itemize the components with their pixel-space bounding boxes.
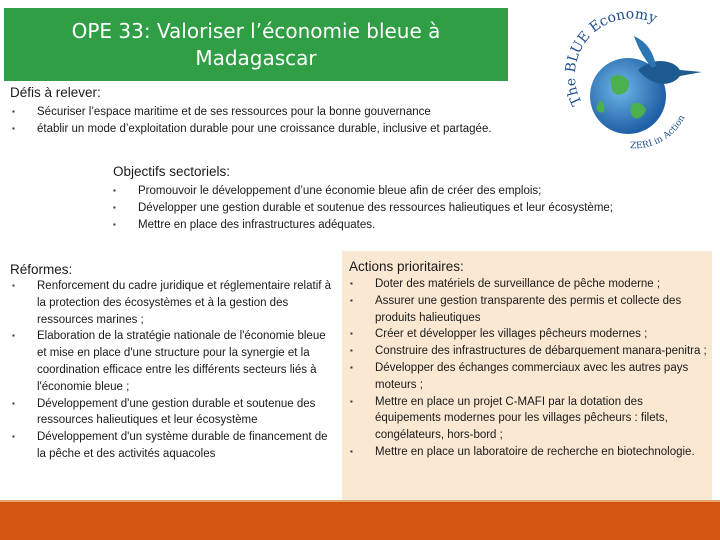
list-item: ▪ Développer une gestion durable et soutenue des ressources halieutiques et leur écosystème; [111, 200, 691, 217]
title-banner [4, 8, 508, 81]
objectifs-list [111, 183, 691, 233]
list-item: ▪ Développement d'un système durable de financement de la pêche et des activités aquacoles [12, 431, 328, 460]
list-item: ▪ Renforcement du cadre juridique et réglementaire relatif à la protection des écosystèmes et à la gestion des ressources marines ; [12, 280, 332, 326]
objectifs-heading: Objectifs sectoriels: [113, 164, 231, 179]
bullet-icon: ▪ [12, 432, 15, 442]
bullet-icon: ▪ [113, 202, 116, 212]
page-title: OPE 33: Valoriser l’économie bleue à Madagascar [71, 18, 441, 70]
list-item: ▪ Créer et développer les villages pêcheurs modernes ; [348, 326, 710, 343]
footer-bar [0, 502, 720, 540]
bullet-icon: ▪ [350, 279, 353, 288]
actions-list [348, 276, 710, 461]
list-item: ▪ Mettre en place un projet C-MAFI par la dotation des équipements modernes pour les villages pêcheurs : filets, congélateurs, hors-bord ; [350, 395, 668, 442]
bullet-icon: ▪ [12, 107, 15, 116]
bullet-icon: ▪ [350, 396, 353, 406]
defis-list [10, 104, 510, 138]
list-item: ▪ Sécuriser l’espace maritime et de ses ressources pour la bonne gouvernance [10, 104, 510, 121]
actions-heading: Actions prioritaires: [349, 259, 464, 274]
list-item: ▪ Promouvoir le développement d’une économie bleue afin de créer des emplois; [111, 183, 691, 200]
list-item: ▪ Construire des infrastructures de débarquement manara-penitra ; [348, 343, 710, 360]
bullet-icon: ▪ [113, 186, 116, 195]
bullet-icon: ▪ [12, 331, 15, 341]
bullet-icon: ▪ [350, 329, 353, 339]
list-item: ▪ établir un mode d’exploitation durable pour une croissance durable, inclusive et partagée. [10, 121, 510, 138]
list-item: ▪ Elaboration de la stratégie nationale de l'économie bleue et mise en place d'une structure pour la synergie et la coordination efficace entre les différents secteurs liés à l'économie bleue ; [12, 330, 326, 393]
bullet-icon: ▪ [350, 446, 353, 456]
bullet-icon: ▪ [12, 398, 15, 408]
list-item: ▪ Assurer une gestion transparente des permis et collecte des produits halieutiques [350, 294, 682, 324]
list-item: ▪ Développer des échanges commerciaux avec les autres pays moteurs ; [350, 361, 689, 391]
bullet-icon: ▪ [350, 362, 353, 372]
reformes-heading: Réformes: [10, 262, 73, 277]
bullet-icon: ▪ [350, 295, 353, 305]
bullet-icon: ▪ [12, 281, 15, 290]
list-item: ▪ Mettre en place des infrastructures adéquates. [111, 217, 691, 234]
bullet-icon: ▪ [12, 123, 15, 133]
bullet-icon: ▪ [113, 219, 116, 229]
reformes-list [10, 278, 338, 463]
list-item: ▪ Développement d'une gestion durable et soutenue des ressources halieutiques et leur écosystème [12, 397, 316, 427]
logo-text-bottom: ZERI in Action [629, 113, 688, 152]
list-item: ▪ Mettre en place un laboratoire de recherche en biotechnologie. [348, 444, 710, 461]
list-item: ▪ Doter des matériels de surveillance de pêche moderne ; [348, 276, 710, 293]
logo-text-top: The BLUE Economy [562, 8, 660, 109]
defis-heading: Défis à relever: [10, 85, 101, 100]
blue-economy-logo [560, 8, 710, 158]
bullet-icon: ▪ [350, 346, 353, 356]
